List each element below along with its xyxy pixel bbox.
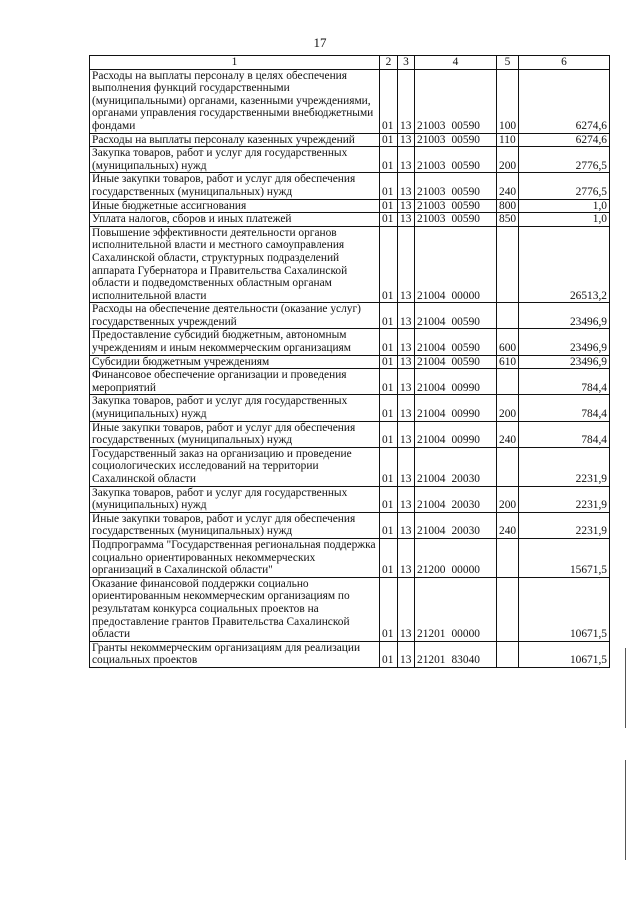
target-article-part-1: 21004 (417, 408, 446, 421)
row-expense-type (497, 447, 519, 486)
row-section: 01 (380, 133, 398, 147)
row-name: Иные закупки товаров, работ и услуг для обеспечения государственных (муниципальных) нужд (90, 173, 380, 199)
target-article-part-1: 21201 (417, 654, 446, 667)
row-amount: 23496,9 (519, 355, 610, 369)
row-section: 01 (380, 369, 398, 395)
target-article-part-2: 00990 (451, 408, 480, 421)
target-article-part-2: 00590 (451, 199, 480, 212)
row-expense-type (497, 641, 519, 667)
row-amount: 2231,9 (519, 512, 610, 538)
row-name: Предоставление субсидий бюджетным, автономным учреждениям и иным некоммерческим организациям (90, 329, 380, 355)
row-subsection: 13 (398, 213, 415, 227)
target-article-part-1: 21003 (417, 133, 446, 146)
row-amount: 6274,6 (519, 133, 610, 147)
row-section: 01 (380, 512, 398, 538)
row-section: 01 (380, 69, 398, 133)
row-target-article (415, 369, 497, 395)
row-expense-type: 200 (497, 147, 519, 173)
table-row (90, 69, 610, 133)
row-target-article (415, 512, 497, 538)
scan-edge-mark (625, 648, 626, 728)
target-article-part-2: 20030 (451, 499, 480, 512)
row-name: Закупка товаров, работ и услуг для государственных (муниципальных) нужд (90, 395, 380, 421)
row-target-article (415, 303, 497, 329)
header-col-5: 5 (497, 56, 519, 70)
row-amount: 784,4 (519, 421, 610, 447)
target-article-part-2: 20030 (451, 525, 480, 538)
row-amount: 6274,6 (519, 69, 610, 133)
table-row (90, 421, 610, 447)
row-subsection: 13 (398, 226, 415, 303)
row-target-article (415, 213, 497, 227)
target-article-part-1: 21004 (417, 525, 446, 538)
target-article-part-1: 21003 (417, 159, 446, 172)
row-subsection: 13 (398, 486, 415, 512)
row-name: Закупка товаров, работ и услуг для государственных (муниципальных) нужд (90, 147, 380, 173)
row-expense-type (497, 226, 519, 303)
row-section: 01 (380, 147, 398, 173)
table-row (90, 226, 610, 303)
row-amount: 10671,5 (519, 577, 610, 641)
table-row (90, 133, 610, 147)
target-article-part-2: 00990 (451, 381, 480, 394)
target-article-part-1: 21003 (417, 119, 446, 132)
row-subsection: 13 (398, 421, 415, 447)
row-subsection: 13 (398, 641, 415, 667)
row-target-article (415, 486, 497, 512)
row-section: 01 (380, 395, 398, 421)
target-article-part-1: 21200 (417, 564, 446, 577)
row-name: Оказание финансовой поддержки социально ориентированным некоммерческим организациям по результатам конкурса социальных проектов на предоставление грантов Правительства Сахалинской области (90, 577, 380, 641)
row-section: 01 (380, 486, 398, 512)
row-section: 01 (380, 303, 398, 329)
row-amount: 2776,5 (519, 147, 610, 173)
row-section: 01 (380, 577, 398, 641)
target-article-part-2: 00000 (451, 564, 480, 577)
row-expense-type: 600 (497, 329, 519, 355)
row-expense-type (497, 369, 519, 395)
row-target-article (415, 133, 497, 147)
table-row (90, 577, 610, 641)
row-section: 01 (380, 538, 398, 577)
target-article-part-2: 00590 (451, 159, 480, 172)
row-target-article (415, 173, 497, 199)
row-subsection: 13 (398, 133, 415, 147)
row-subsection: 13 (398, 395, 415, 421)
table-row (90, 447, 610, 486)
row-name: Иные закупки товаров, работ и услуг для обеспечения государственных (муниципальных) нужд (90, 512, 380, 538)
scan-edge-mark (625, 760, 626, 860)
target-article-part-1: 21004 (417, 289, 446, 302)
target-article-part-2: 00590 (451, 355, 480, 368)
row-section: 01 (380, 447, 398, 486)
row-name: Уплата налогов, сборов и иных платежей (90, 213, 380, 227)
row-name: Гранты некоммерческим организациям для реализации социальных проектов (90, 641, 380, 667)
header-col-3: 3 (398, 56, 415, 70)
target-article-part-2: 20030 (451, 473, 480, 485)
row-subsection: 13 (398, 369, 415, 395)
row-target-article (415, 421, 497, 447)
target-article-part-2: 00590 (451, 185, 480, 198)
row-target-article (415, 199, 497, 213)
row-section: 01 (380, 421, 398, 447)
table-row (90, 199, 610, 213)
row-name: Субсидии бюджетным учреждениям (90, 355, 380, 369)
row-subsection: 13 (398, 538, 415, 577)
row-section: 01 (380, 355, 398, 369)
header-col-2: 2 (380, 56, 398, 70)
row-name: Иные закупки товаров, работ и услуг для обеспечения государственных (муниципальных) нужд (90, 421, 380, 447)
row-target-article (415, 395, 497, 421)
row-amount: 784,4 (519, 395, 610, 421)
row-amount: 23496,9 (519, 329, 610, 355)
row-amount: 1,0 (519, 213, 610, 227)
row-expense-type: 240 (497, 512, 519, 538)
table-row (90, 395, 610, 421)
row-subsection: 13 (398, 355, 415, 369)
table-row (90, 147, 610, 173)
target-article-part-1: 21004 (417, 315, 446, 328)
row-expense-type (497, 538, 519, 577)
row-expense-type: 240 (497, 173, 519, 199)
row-target-article (415, 641, 497, 667)
row-subsection: 13 (398, 577, 415, 641)
row-section: 01 (380, 173, 398, 199)
row-target-article (415, 577, 497, 641)
target-article-part-2: 00590 (451, 315, 480, 328)
row-name: Расходы на выплаты персоналу казенных учреждений (90, 133, 380, 147)
row-expense-type (497, 577, 519, 641)
table-row (90, 173, 610, 199)
row-subsection: 13 (398, 199, 415, 213)
page-number: 17 (313, 35, 327, 50)
row-target-article (415, 538, 497, 577)
row-name: Финансовое обеспечение организации и проведения мероприятий (90, 369, 380, 395)
row-name: Подпрограмма "Государственная региональная поддержка социально ориентированных некоммерческих организаций в Сахалинской области" (90, 538, 380, 577)
target-article-part-1: 21003 (417, 213, 446, 226)
row-amount: 1,0 (519, 199, 610, 213)
row-subsection: 13 (398, 173, 415, 199)
header-col-6: 6 (519, 56, 610, 70)
row-expense-type: 200 (497, 486, 519, 512)
target-article-part-2: 00990 (451, 434, 480, 447)
row-name: Иные бюджетные ассигнования (90, 199, 380, 213)
row-subsection: 13 (398, 512, 415, 538)
row-section: 01 (380, 329, 398, 355)
row-target-article (415, 147, 497, 173)
table-row (90, 213, 610, 227)
row-target-article (415, 226, 497, 303)
row-subsection: 13 (398, 147, 415, 173)
target-article-part-2: 00000 (451, 628, 480, 641)
target-article-part-1: 21004 (417, 355, 446, 368)
row-amount: 26513,2 (519, 226, 610, 303)
table-row (90, 641, 610, 667)
row-expense-type: 610 (497, 355, 519, 369)
table-row (90, 512, 610, 538)
row-subsection: 13 (398, 303, 415, 329)
target-article-part-2: 00590 (451, 133, 480, 146)
row-subsection: 13 (398, 447, 415, 486)
row-amount: 15671,5 (519, 538, 610, 577)
row-amount: 23496,9 (519, 303, 610, 329)
row-amount: 784,4 (519, 369, 610, 395)
row-expense-type: 850 (497, 213, 519, 227)
target-article-part-2: 00590 (451, 213, 480, 226)
target-article-part-2: 00000 (451, 289, 480, 302)
table-row (90, 369, 610, 395)
row-subsection: 13 (398, 329, 415, 355)
row-target-article (415, 329, 497, 355)
row-expense-type: 110 (497, 133, 519, 147)
table-row (90, 538, 610, 577)
row-section: 01 (380, 199, 398, 213)
target-article-part-1: 21004 (417, 342, 446, 355)
row-section: 01 (380, 213, 398, 227)
target-article-part-1: 21004 (417, 434, 446, 447)
row-section: 01 (380, 641, 398, 667)
target-article-part-2: 00590 (451, 342, 480, 355)
row-expense-type: 800 (497, 199, 519, 213)
row-name: Расходы на выплаты персоналу в целях обеспечения выполнения функций государственными (муниципальными) органами, казенными учреждениями, органами управления государственными внебюджетными фондами (90, 69, 380, 133)
header-col-1: 1 (90, 56, 380, 70)
row-target-article (415, 355, 497, 369)
header-row (90, 56, 610, 70)
table-row (90, 355, 610, 369)
row-name: Повышение эффективности деятельности органов исполнительной власти и местного самоуправления Сахалинской области, структурных подразделений аппарата Губернатора и Правительства Сахалинской области и подведомственных областным органам исполнительной власти (90, 226, 380, 303)
target-article-part-1: 21004 (417, 381, 446, 394)
row-expense-type: 100 (497, 69, 519, 133)
target-article-part-1: 21201 (417, 628, 446, 641)
table-row (90, 486, 610, 512)
row-target-article (415, 69, 497, 133)
row-name: Государственный заказ на организацию и проведение социологических исследований на территории Сахалинской области (90, 447, 380, 486)
row-expense-type: 240 (497, 421, 519, 447)
row-amount: 2231,9 (519, 447, 610, 486)
row-expense-type: 200 (497, 395, 519, 421)
target-article-part-1: 21003 (417, 199, 446, 212)
target-article-part-2: 83040 (451, 654, 480, 667)
target-article-part-1: 21003 (417, 185, 446, 198)
row-amount: 10671,5 (519, 641, 610, 667)
row-subsection: 13 (398, 69, 415, 133)
target-article-part-1: 21004 (417, 499, 446, 512)
target-article-part-2: 00590 (451, 119, 480, 132)
table-row (90, 303, 610, 329)
row-expense-type (497, 303, 519, 329)
target-article-part-1: 21004 (417, 473, 446, 485)
table-row (90, 329, 610, 355)
budget-table (89, 55, 610, 668)
row-name: Расходы на обеспечение деятельности (оказание услуг) государственных учреждений (90, 303, 380, 329)
header-col-4: 4 (415, 56, 497, 70)
row-name: Закупка товаров, работ и услуг для государственных (муниципальных) нужд (90, 486, 380, 512)
row-amount: 2231,9 (519, 486, 610, 512)
row-amount: 2776,5 (519, 173, 610, 199)
row-section: 01 (380, 226, 398, 303)
row-target-article (415, 447, 497, 486)
